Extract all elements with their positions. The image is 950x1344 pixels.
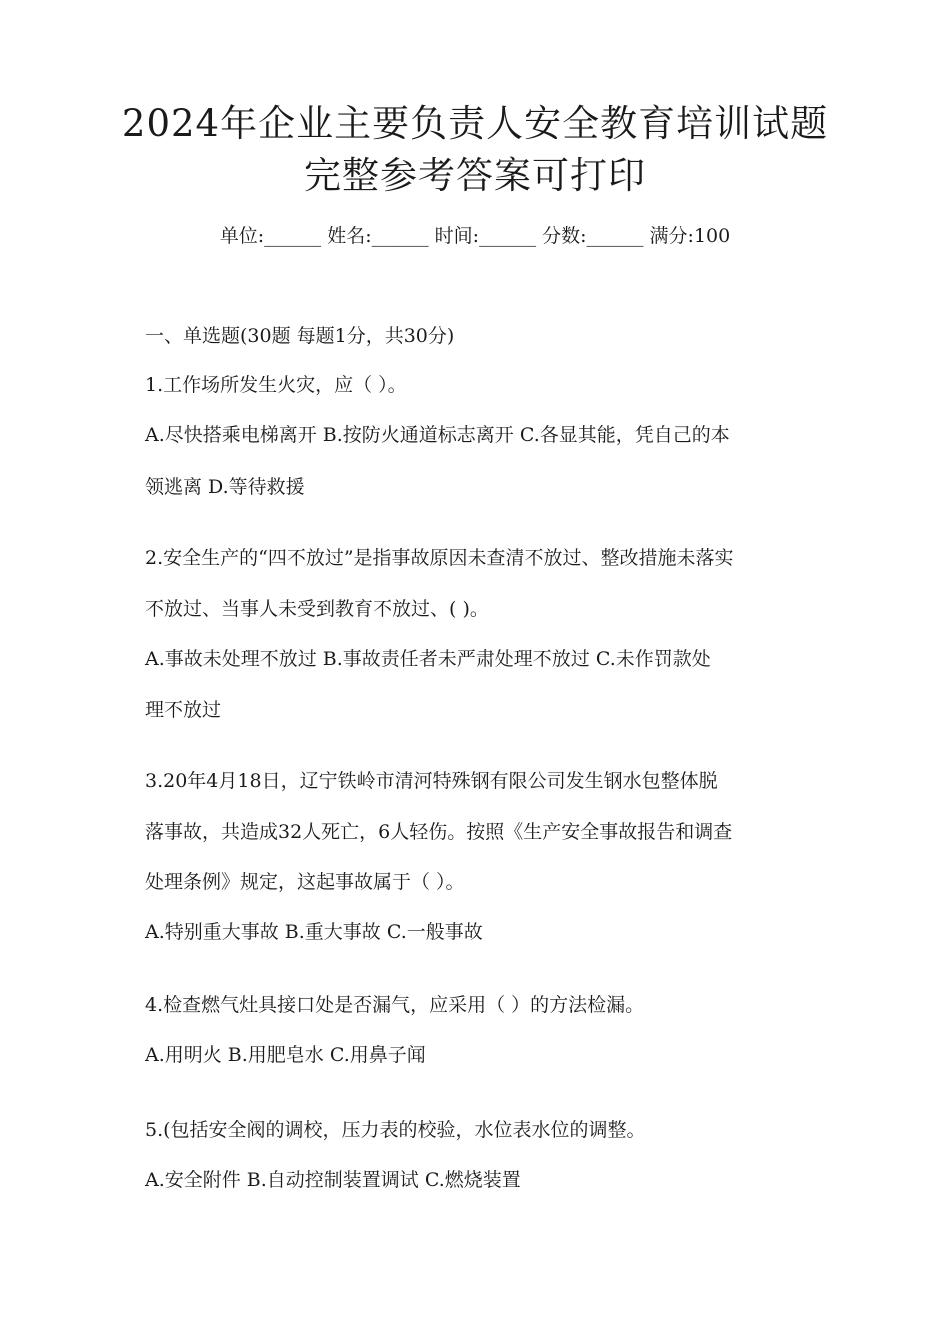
question-3-stem-cont-1: 落事故，共造成32人死亡，6人轻伤。按照《生产安全事故报告和调查 — [145, 821, 733, 843]
question-4-stem: 4.检查燃气灶具接口处是否漏气，应采用（ ）的方法检漏。 — [145, 994, 645, 1016]
question-2-options: A.事故未处理不放过 B.事故责任者未严肃处理不放过 C.未作罚款处 — [145, 648, 711, 670]
question-4-options: A.用明火 B.用肥皂水 C.用鼻子闻 — [145, 1044, 426, 1066]
question-5-options: A.安全附件 B.自动控制装置调试 C.燃烧装置 — [145, 1169, 521, 1191]
question-5-stem: 5.(包括安全阀的调校，压力表的校验，水位表水位的调整。 — [145, 1119, 646, 1141]
question-1-options: A.尽快搭乘电梯离开 B.按防火通道标志离开 C.各显其能，凭自己的本 — [145, 424, 730, 446]
exam-info-line: 单位:______ 姓名:______ 时间:______ 分数:______ 满分:100 — [219, 225, 731, 247]
question-3-options: A.特别重大事故 B.重大事故 C.一般事故 — [145, 921, 483, 943]
document-title-line2: 完整参考答案可打印 — [304, 154, 646, 197]
section-heading: 一、单选题(30题 每题1分，共30分) — [145, 325, 455, 347]
question-3-stem-cont-2: 处理条例》规定，这起事故属于（ ）。 — [145, 871, 465, 893]
question-1-options-cont: 领逃离 D.等待救援 — [145, 476, 305, 498]
question-2-stem-cont: 不放过、当事人未受到教育不放过、( )。 — [145, 598, 489, 620]
document-title-line1: 2024年企业主要负责人安全教育培训试题 — [121, 102, 829, 145]
question-1-stem: 1.工作场所发生火灾，应（ ）。 — [145, 374, 407, 396]
question-3-stem: 3.20年4月18日，辽宁铁岭市清河特殊钢有限公司发生钢水包整体脱 — [145, 770, 718, 792]
question-2-options-cont: 理不放过 — [145, 699, 222, 721]
question-2-stem: 2.安全生产的“四不放过”是指事故原因未查清不放过、整改措施未落实 — [145, 547, 734, 569]
